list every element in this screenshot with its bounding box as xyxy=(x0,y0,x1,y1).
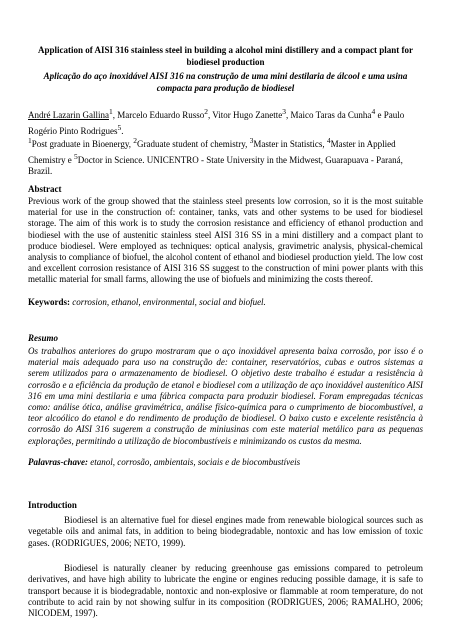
affiliation-marker: 2 xyxy=(133,136,137,145)
abstract-heading: Abstract xyxy=(28,184,62,194)
author-affiliation-marker: 4 xyxy=(371,107,376,116)
author-affiliation-marker: 2 xyxy=(204,107,208,116)
paper-title-portuguese: Aplicação do aço inoxidável AISI 316 na construção de uma mini destilaria de álcool e uma usina compacta para produção de biodiesel xyxy=(43,71,408,93)
keywords-text: corrosion, ethanol, environmental, social and biofuel. xyxy=(70,297,266,307)
author-name: Marcelo Eduardo Russo xyxy=(117,110,205,120)
introduction-heading: Introduction xyxy=(28,500,77,510)
affiliation-text: Doctor in Science. UNICENTRO - State University in the Midwest, Guarapuava - Paraná, Brazil. xyxy=(28,154,403,176)
introduction-paragraph-2: Biodiesel is naturally cleaner by reducing greenhouse gas emissions compared to petroleum derivatives, and have high ability to lubricate the engine or engines reducing possible damage, it is safe to transport because it is biodegradable, nontoxic and non-explosive or flammable at room temperature, do not contribute to acid rain by not showing sulfur in its composition (RODRIGUES, 2006; RAMALHO, 2006; NICODEM, 1997). xyxy=(28,563,423,619)
author-affiliations xyxy=(28,135,423,178)
affiliation-marker: 4 xyxy=(326,136,331,145)
abstract-keywords xyxy=(28,297,423,308)
keywords-label: Keywords: xyxy=(28,297,70,307)
author-separator: , xyxy=(207,110,213,120)
affiliation-text: Master in Statistics, xyxy=(253,139,327,149)
author-name: Paulo Rogério Pinto Rodrigues xyxy=(28,110,405,136)
author-separator: , xyxy=(112,110,118,120)
author-name: André Lazarin Gallina xyxy=(28,110,109,120)
affiliation-text: Master in Applied Chemistry e xyxy=(28,139,396,165)
affiliation-text: Post graduate in Bioenergy, xyxy=(31,139,134,149)
author-list xyxy=(28,106,423,137)
author-separator: e xyxy=(375,110,384,120)
affiliation-marker: 1 xyxy=(28,136,32,145)
affiliation-marker: 5 xyxy=(74,151,78,161)
author-name: Maico Taras da Cunha xyxy=(290,110,372,120)
author-affiliation-marker: 5 xyxy=(117,122,122,132)
resumo-body: Os trabalhos anteriores do grupo mostraram que o aço inoxidável apresenta baixa corrosão, por isso é o material mais adequado para uso na construção de: container, reservatórios, cubas e outros sistemas a serem utilizados para o armazenamento de biodiesel. O objetivo deste trabalho é estudar a resistência à corrosão e a eficiência da produção de etanol e biodiesel com a utilização de aço inoxidável austenítico AISI 316 em uma mini destilaria e uma fábrica compacta para produzir biodiesel. Foram empregadas técnicas como: análise ótica, análise gravimétrica, análise físico-química para o cumprimento de biocombustível, a teor alcoólico do etanol e do rendimento de produção de biodiesel. O baixo custo e excelente resistência à corrosão do AISI 316 sugerem a construção de miniusinas com este material metálico para as pequenas explorações, permitindo a utilização de biocombustíveis e minimizando os custos da mesma. xyxy=(28,346,423,446)
affiliation-marker: 3 xyxy=(249,136,254,145)
author-name: Vitor Hugo Zanette xyxy=(212,110,283,120)
author-affiliation-marker: 1 xyxy=(108,107,113,116)
author-separator: , xyxy=(286,110,291,120)
introduction-paragraph-1: Biodiesel is an alternative fuel for diesel engines made from renewable biological sources such as vegetable oils and animal fats, in addition to being biodegradable, nontoxic and has low emission of toxic gases. (RODRIGUES, 2006; NETO, 1999). xyxy=(28,515,423,548)
palavras-chave-label: Palavras-chave: xyxy=(28,457,88,467)
affiliation-text: Graduate student of chemistry, xyxy=(136,139,250,149)
abstract-body: Previous work of the group showed that the stainless steel presents low corrosion, so it is the most suitable material for use in the construction of: container, tanks, vats and other systems to be used for biodiesel storage. The aim of this work is to study the corrosion resistance and efficiency of ethanol production and biodiesel with the use of austenitic stainless steel AISI 316 SS in a mini distillery and a compact plant to produce biodiesel. Were employed as techniques: optical analysis, gravimetric analysis, physical-chemical analysis to compliance of biofuel, the alcohol content of ethanol and biodiesel production yield. The low cost and excellent corrosion resistance of AISI 316 SS suggest to the construction of mini power plants with this metallic material for small farms, allowing the use of biofuels and minimizing the costs thereof. xyxy=(28,196,423,285)
paper-title-english: Application of AISI 316 stainless steel in building a alcohol mini distillery and a compact plant for biodiesel production xyxy=(37,45,414,67)
author-affiliation-marker: 3 xyxy=(282,107,286,116)
author-separator: . xyxy=(121,125,124,136)
palavras-chave-text: etanol, corrosão, ambientais, sociais e de biocombustíveis xyxy=(87,457,301,467)
resumo-heading: Resumo xyxy=(28,333,59,343)
resumo-keywords xyxy=(28,457,423,468)
